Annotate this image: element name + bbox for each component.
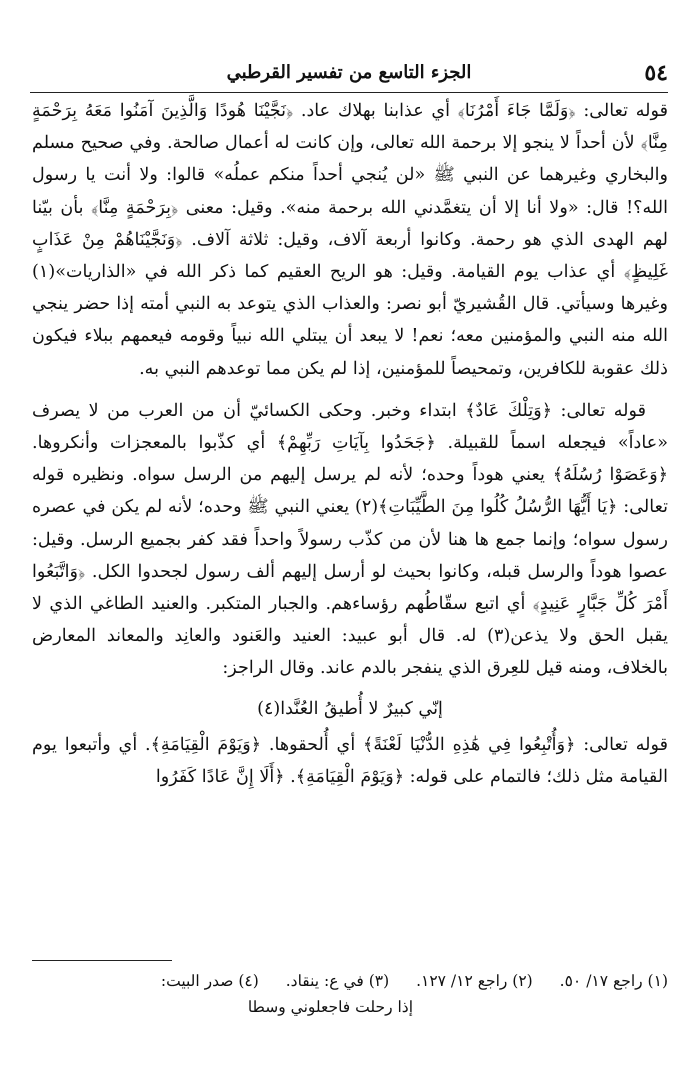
- footnotes: [32, 968, 668, 1020]
- footnote-2: (٢) راجع ١٢/ ١٢٧.: [416, 972, 533, 990]
- footnote-3: (٣) في ع: ينقاد.: [285, 972, 390, 990]
- page-number: ٥٤: [644, 60, 668, 86]
- poetry-verse: إنّي كبيرٌ لا أُطيقُ العُنَّدا(٤): [257, 698, 443, 719]
- footnote-verse: إذا رحلت فاجعلوني وسطا: [247, 998, 413, 1016]
- footnote-divider: [32, 960, 172, 961]
- paragraph-2: قوله تعالى: ﴿وَتِلْكَ عَادٌ﴾ ابتداء وخبر. وحكى الكسائيّ أن من العرب من لا يصرف «عاداً» فيجعله اسماً للقبيلة. ﴿جَحَدُوا بِآيَاتِ رَبِّهِمْ﴾ أي كذّبوا بالمعجزات وأنكروها. ﴿وَعَصَوْا رُسُلَهُ﴾ يعني هوداً وحده؛ لأنه لم يرسل إليهم من الرسل سواه. ونظيره قوله تعالى: ﴿يَا أَيُّهَا الرُّسُلُ كُلُوا مِنَ الطَّيِّبَاتِ﴾(٢) يعني النبي ﷺ وحده؛ لأنه لم يكن في عصره رسول سواه؛ وإنما جمع ها هنا لأن من كذّب رسولاً واحداً فقد كفر بجميع الرسل. وقيل: عصوا هوداً والرسل قبله، وكانوا بحيث لو أرسل إليهم ألف رسول لجحدوا الكل. ﴿وَاتَّبَعُوا أَمْرَ كُلِّ جَبَّارٍ عَنِيدٍ﴾ أي اتبع سقّاطُهم رؤساءهم. والجبار المتكبر. والعنيد الطاغي الذي لا يقبل الحق ولا يذعن(٣) له. قال أبو عبيد: العنيد والعَنود والعانِد والمعاند المعارض بالخلاف، ومنه قيل للعِرق الذي ينفجر بالدم عاند. وقال الراجز:: [32, 400, 669, 679]
- page-header: [30, 58, 668, 93]
- running-title: الجزء التاسع من تفسير القرطبي: [226, 62, 472, 83]
- footnote-1: (١) راجع ١٧/ ٥٠.: [559, 972, 668, 990]
- paragraph-1: قوله تعالى: ﴿وَلَمَّا جَاءَ أَمْرُنَا﴾ أي عذابنا بهلاك عاد. ﴿نَجَّيْنَا هُودًا وَالَّذِينَ آمَنُوا مَعَهُ بِرَحْمَةٍ مِنَّا﴾ لأن أحداً لا ينجو إلا برحمة الله تعالى، وإن كانت له أعمال صالحة. وفي صحيح مسلم والبخاري وغيرهما عن النبي ﷺ «لن يُنجي أحداً منكم عملُه» قالوا: ولا أنت يا رسول الله؟! قال: «ولا أنا إلا أن يتغمَّدني الله برحمة منه». وقيل: معنى ﴿بِرَحْمَةٍ مِنَّا﴾ بأن بيّنا لهم الهدى الذي هو رحمة. وكانوا أربعة آلاف، وقيل: ثلاثة آلاف. ﴿وَنَجَّيْنَاهُمْ مِنْ عَذَابٍ غَلِيظٍ﴾ أي عذاب يوم القيامة. وقيل: هو الريح العقيم كما ذكر الله في «الذاريات»(١) وغيرها وسيأتي. قال القُشيريّ أبو نصر: والعذاب الذي يتوعد به النبي أمته إذا حضر ينجي الله منه النبي والمؤمنين معه؛ نعم! لا يبعد أن يبتلي الله نبياً وقومه فيعمهم ببلاء فيكون ذلك عقوبة للكافرين، وتمحيصاً للمؤمنين، إذا لم يكن مما توعدهم النبي به.: [32, 101, 668, 379]
- footnote-4: (٤) صدر البيت:: [160, 972, 259, 990]
- body-text: [32, 95, 668, 793]
- paragraph-3: قوله تعالى: ﴿وَأُتْبِعُوا فِي هَٰذِهِ الدُّنْيَا لَعْنَةً﴾ أي أُلحقوها. ﴿وَيَوْمَ الْقِيَامَةِ﴾. أي وأتبعوا يوم القيامة مثل ذلك؛ فالتمام على قوله: ﴿وَيَوْمَ الْقِيَامَةِ﴾. ﴿أَلَا إِنَّ عَادًا كَفَرُوا: [32, 734, 668, 788]
- footnote-list: [32, 968, 668, 994]
